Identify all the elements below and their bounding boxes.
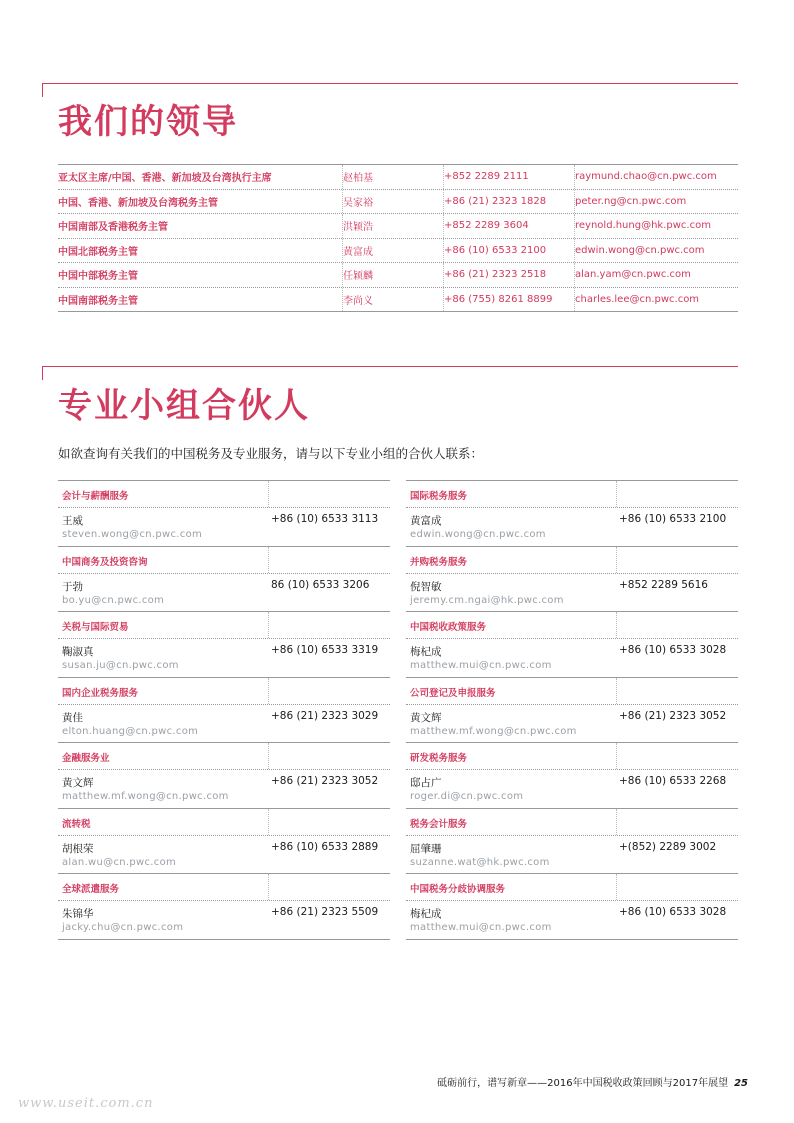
team-column-divider [268, 874, 269, 900]
team-column-divider [268, 481, 269, 507]
team-row-divider [406, 900, 738, 901]
leader-name-text: 洪颖浩 [343, 222, 373, 234]
leader-row [58, 190, 738, 215]
leader-phone-text: +86 (21) 2323 1828 [444, 195, 547, 207]
partner-phone: +86 (10) 6533 2268 [619, 775, 727, 787]
partner-email[interactable]: matthew.mf.wong@cn.pwc.com [62, 791, 229, 802]
partners-intro: 如欲查询有关我们的中国税务及专业服务，请与以下专业小组的合伙人联系： [58, 446, 484, 461]
leader-name-text: 吴家裕 [343, 197, 373, 209]
leader-phone-text: +86 (755) 8261 8899 [444, 293, 553, 305]
team-block [406, 808, 738, 874]
partner-name: 屈肇珊 [410, 842, 442, 855]
partner-email[interactable]: steven.wong@cn.pwc.com [62, 529, 203, 540]
team-row-divider [58, 835, 390, 836]
partner-phone: +86 (21) 2323 3052 [619, 709, 727, 722]
leader-name [342, 288, 443, 312]
partner-name: 鞠淑真 [62, 646, 94, 658]
team-block [406, 873, 738, 940]
partners-left-column [58, 480, 390, 940]
team-row-divider [406, 835, 738, 836]
section-rule-leadership [42, 83, 738, 84]
team-block [406, 611, 738, 677]
partner-name: 于勃 [62, 580, 83, 593]
leader-email-link[interactable]: charles.lee@cn.pwc.com [575, 293, 700, 305]
leader-role: 中国中部税务主管 [58, 271, 138, 283]
partner-phone: 86 (10) 6533 3206 [271, 578, 370, 591]
team-block [58, 677, 390, 743]
footer-text: 砥砺前行，谱写新章——2016年中国税收政策回顾与2017年展望 [437, 1078, 729, 1089]
partner-name: 梅杞成 [410, 646, 442, 658]
partner-email[interactable]: jeremy.cm.ngai@hk.pwc.com [410, 594, 564, 606]
leader-row [58, 165, 738, 190]
leader-name [342, 239, 443, 263]
leader-phone [443, 263, 574, 287]
partner-email[interactable]: matthew.mui@cn.pwc.com [410, 660, 552, 671]
leader-phone-text: +852 2289 2111 [444, 171, 529, 183]
team-column-divider [616, 481, 617, 507]
leader-email[interactable] [574, 190, 738, 214]
team-name: 并购税务服务 [410, 556, 468, 568]
team-column-divider [268, 743, 269, 769]
partner-name: 黄富成 [410, 515, 442, 527]
team-column-divider [616, 809, 617, 835]
partner-email[interactable]: suzanne.wat@hk.pwc.com [410, 856, 550, 868]
partner-email[interactable]: elton.huang@cn.pwc.com [62, 725, 199, 737]
leader-role: 亚太区主席/中国、香港、新加坡及台湾执行主席 [58, 173, 272, 185]
leader-phone-text: +86 (10) 6533 2100 [444, 244, 547, 256]
team-column-divider [616, 678, 617, 704]
partner-email[interactable]: matthew.mf.wong@cn.pwc.com [410, 725, 577, 737]
team-name: 中国商务及投资咨询 [62, 556, 148, 568]
partner-email[interactable]: matthew.mui@cn.pwc.com [410, 922, 552, 933]
team-block [58, 808, 390, 874]
partner-email[interactable]: edwin.wong@cn.pwc.com [410, 529, 546, 540]
partner-name: 黄文辉 [62, 777, 94, 789]
team-block [58, 742, 390, 808]
partner-phone: +86 (21) 2323 3029 [271, 709, 379, 722]
leader-email[interactable] [574, 165, 738, 189]
leader-row [58, 288, 738, 313]
team-column-divider [616, 874, 617, 900]
leader-name-text: 赵柏基 [343, 173, 373, 185]
leader-email[interactable] [574, 263, 738, 287]
section-tick-leadership [42, 83, 43, 97]
team-name: 税务会计服务 [410, 818, 468, 830]
team-column-divider [268, 809, 269, 835]
leader-row [58, 263, 738, 288]
partner-name: 邸占广 [410, 777, 442, 789]
partner-phone: +86 (10) 6533 3113 [271, 513, 379, 525]
team-name: 会计与薪酬服务 [62, 491, 129, 502]
team-column-divider [616, 612, 617, 638]
partner-phone: +(852) 2289 3002 [619, 840, 717, 853]
team-block [58, 611, 390, 677]
leader-role: 中国北部税务主管 [58, 246, 138, 258]
team-column-divider [616, 743, 617, 769]
team-row-divider [58, 704, 390, 705]
leader-email-link[interactable]: reynold.hung@hk.pwc.com [575, 220, 711, 232]
partner-name: 王威 [62, 515, 83, 527]
team-block [406, 480, 738, 546]
partner-phone: +86 (10) 6533 3028 [619, 906, 727, 918]
leader-name [342, 263, 443, 287]
partner-email[interactable]: bo.yu@cn.pwc.com [62, 594, 165, 606]
team-name: 流转税 [62, 818, 91, 830]
leader-email[interactable] [574, 214, 738, 238]
partners-title: 专业小组合伙人 [58, 386, 310, 426]
partner-name: 黄佳 [62, 711, 83, 724]
team-row-divider [58, 900, 390, 901]
team-name: 全球派遣服务 [62, 884, 120, 895]
partner-name: 黄文辉 [410, 711, 442, 724]
leadership-table [58, 164, 738, 312]
leader-role: 中国、香港、新加坡及台湾税务主管 [58, 197, 218, 209]
team-row-divider [406, 507, 738, 508]
partner-email[interactable]: alan.wu@cn.pwc.com [62, 856, 177, 868]
leader-name-text: 李尚义 [343, 295, 373, 307]
team-block [406, 546, 738, 612]
section-tick-partners [42, 366, 43, 380]
leader-name-text: 黄富成 [343, 246, 373, 258]
team-column-divider [268, 612, 269, 638]
team-name: 金融服务业 [62, 753, 110, 764]
partner-email[interactable]: jacky.chu@cn.pwc.com [62, 922, 184, 933]
team-row-divider [58, 507, 390, 508]
page-footer [437, 1074, 748, 1089]
section-rule-partners [42, 366, 738, 367]
team-block [58, 873, 390, 940]
leader-phone [443, 239, 574, 263]
partner-name: 胡根荣 [62, 842, 94, 855]
leader-name [342, 190, 443, 214]
leader-email-link[interactable]: edwin.wong@cn.pwc.com [575, 244, 705, 256]
team-name: 关税与国际贸易 [62, 622, 129, 633]
team-block [406, 677, 738, 743]
partner-phone: +86 (10) 6533 2100 [619, 513, 727, 525]
partner-email[interactable]: roger.di@cn.pwc.com [410, 791, 524, 802]
leader-phone-text: +852 2289 3604 [444, 220, 529, 232]
leader-name [342, 165, 443, 189]
leader-phone [443, 190, 574, 214]
team-row-divider [406, 704, 738, 705]
watermark: www.useit.com.cn [18, 1096, 154, 1111]
partner-phone: +86 (21) 2323 3052 [271, 775, 379, 787]
leader-email-link[interactable]: alan.yam@cn.pwc.com [575, 269, 691, 281]
team-column-divider [268, 547, 269, 573]
team-column-divider [616, 547, 617, 573]
team-block [58, 480, 390, 546]
leader-email[interactable] [574, 288, 738, 312]
partner-name: 梅杞成 [410, 908, 442, 920]
partner-phone: +86 (21) 2323 5509 [271, 906, 379, 918]
team-name: 研发税务服务 [410, 753, 468, 764]
team-row-divider [58, 638, 390, 639]
team-block [406, 742, 738, 808]
leader-phone [443, 214, 574, 238]
partner-name: 倪智敏 [410, 580, 442, 593]
leader-role: 中国南部税务主管 [58, 295, 138, 307]
leader-role: 中国南部及香港税务主管 [58, 222, 168, 234]
team-row-divider [406, 638, 738, 639]
team-name: 国际税务服务 [410, 491, 468, 502]
team-row-divider [58, 769, 390, 770]
team-name: 国内企业税务服务 [62, 687, 139, 699]
leader-email[interactable] [574, 239, 738, 263]
leader-name [342, 214, 443, 238]
partners-right-column [406, 480, 738, 940]
team-column-divider [268, 678, 269, 704]
team-block [58, 546, 390, 612]
team-row-divider [406, 573, 738, 574]
page-number: 25 [734, 1078, 748, 1089]
leader-name-text: 任颖麟 [343, 271, 373, 283]
partner-email[interactable]: susan.ju@cn.pwc.com [62, 660, 179, 671]
partner-name: 朱锦华 [62, 908, 94, 920]
leadership-title: 我们的领导 [58, 102, 238, 142]
team-name: 中国税收政策服务 [410, 622, 487, 633]
partner-phone: +86 (10) 6533 2889 [271, 840, 379, 853]
leader-row [58, 214, 738, 239]
leader-row [58, 239, 738, 264]
team-name: 中国税务分歧协调服务 [410, 884, 506, 895]
team-row-divider [406, 769, 738, 770]
team-name: 公司登记及申报服务 [410, 687, 496, 699]
leader-phone-text: +86 (21) 2323 2518 [444, 269, 547, 281]
leader-email-link[interactable]: raymund.chao@cn.pwc.com [575, 171, 717, 183]
partner-phone: +852 2289 5616 [619, 578, 708, 591]
leader-phone [443, 165, 574, 189]
leader-phone [443, 288, 574, 312]
team-row-divider [58, 573, 390, 574]
partner-phone: +86 (10) 6533 3319 [271, 644, 379, 656]
leader-email-link[interactable]: peter.ng@cn.pwc.com [575, 195, 687, 207]
partner-phone: +86 (10) 6533 3028 [619, 644, 727, 656]
